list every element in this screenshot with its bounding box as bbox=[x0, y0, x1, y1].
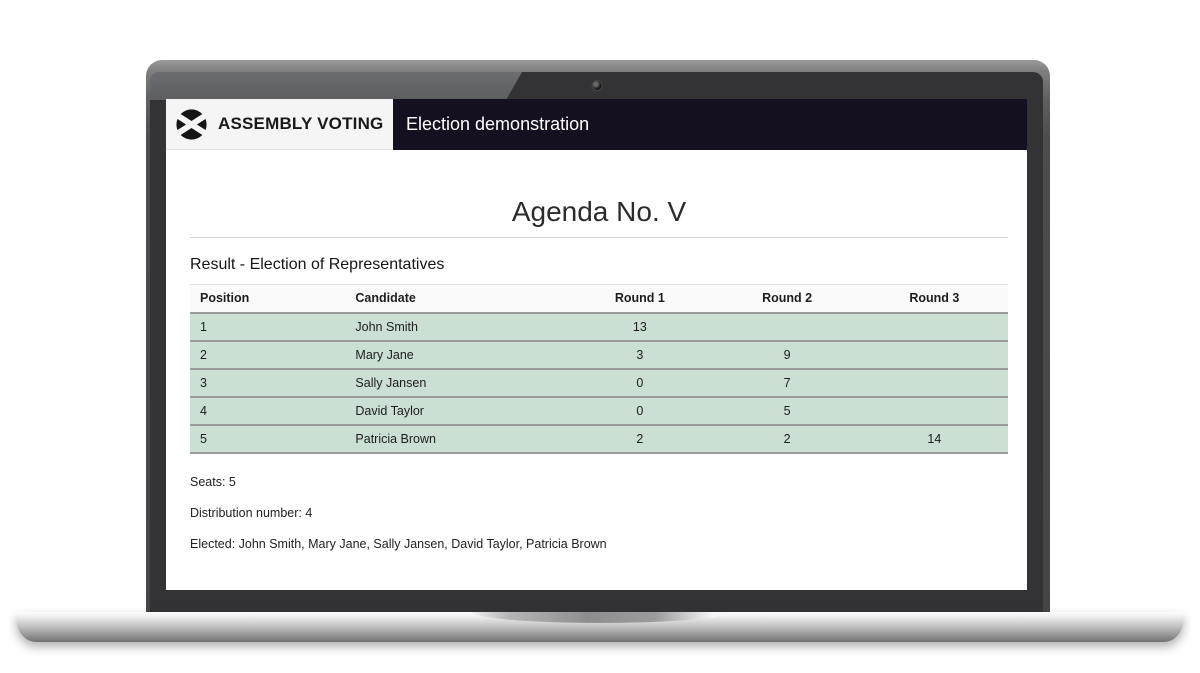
results-summary bbox=[190, 475, 1008, 551]
title-divider bbox=[190, 237, 1008, 238]
column-header-round1: Round 1 bbox=[566, 285, 713, 313]
cell-round3 bbox=[861, 397, 1008, 425]
table-header-row bbox=[190, 285, 1008, 313]
results-table bbox=[190, 284, 1008, 454]
cell-round2: 5 bbox=[714, 397, 861, 425]
table-row bbox=[190, 425, 1008, 453]
column-header-candidate: Candidate bbox=[345, 285, 566, 313]
laptop-lid bbox=[146, 60, 1050, 617]
cell-candidate: Mary Jane bbox=[345, 341, 566, 369]
cell-round3: 14 bbox=[861, 425, 1008, 453]
cell-candidate: Sally Jansen bbox=[345, 369, 566, 397]
cell-round3 bbox=[861, 369, 1008, 397]
cell-position: 4 bbox=[190, 397, 345, 425]
page-title: Agenda No. V bbox=[511, 196, 687, 227]
cell-round1: 0 bbox=[566, 369, 713, 397]
cell-candidate: Patricia Brown bbox=[345, 425, 566, 453]
cell-round1: 3 bbox=[566, 341, 713, 369]
brand-name: ASSEMBLY VOTING bbox=[218, 114, 384, 133]
cell-round2: 2 bbox=[714, 425, 861, 453]
cell-round2: 9 bbox=[714, 341, 861, 369]
top-nav bbox=[393, 99, 1027, 150]
cell-round3 bbox=[861, 341, 1008, 369]
cell-candidate: John Smith bbox=[345, 313, 566, 341]
laptop-base-notch bbox=[472, 612, 728, 623]
laptop-bezel bbox=[150, 72, 1043, 617]
nav-title: Election demonstration bbox=[406, 114, 590, 134]
section-heading: Result - Election of Representatives bbox=[190, 256, 445, 273]
main-content bbox=[166, 150, 1027, 590]
column-header-position: Position bbox=[190, 285, 345, 313]
assembly-voting-logo-icon bbox=[174, 107, 209, 142]
distribution-line: Distribution number: 4 bbox=[190, 505, 313, 520]
bezel-glare bbox=[150, 72, 522, 100]
cell-position: 3 bbox=[190, 369, 345, 397]
laptop-base bbox=[16, 612, 1184, 642]
brand bbox=[166, 99, 393, 150]
screen bbox=[166, 99, 1027, 590]
app-header bbox=[166, 99, 1027, 150]
table-row bbox=[190, 341, 1008, 369]
cell-candidate: David Taylor bbox=[345, 397, 566, 425]
seats-line: Seats: 5 bbox=[190, 474, 236, 489]
cell-round1: 2 bbox=[566, 425, 713, 453]
cell-round1: 13 bbox=[566, 313, 713, 341]
table-row bbox=[190, 369, 1008, 397]
column-header-round2: Round 2 bbox=[714, 285, 861, 313]
cell-round3 bbox=[861, 313, 1008, 341]
table-row bbox=[190, 397, 1008, 425]
column-header-round3: Round 3 bbox=[861, 285, 1008, 313]
elected-line: Elected: John Smith, Mary Jane, Sally Jansen, David Taylor, Patricia Brown bbox=[190, 536, 607, 551]
cell-position: 5 bbox=[190, 425, 345, 453]
cell-round2: 7 bbox=[714, 369, 861, 397]
cell-round2 bbox=[714, 313, 861, 341]
cell-position: 1 bbox=[190, 313, 345, 341]
table-row bbox=[190, 313, 1008, 341]
cell-position: 2 bbox=[190, 341, 345, 369]
cell-round1: 0 bbox=[566, 397, 713, 425]
webcam-icon bbox=[592, 81, 601, 90]
